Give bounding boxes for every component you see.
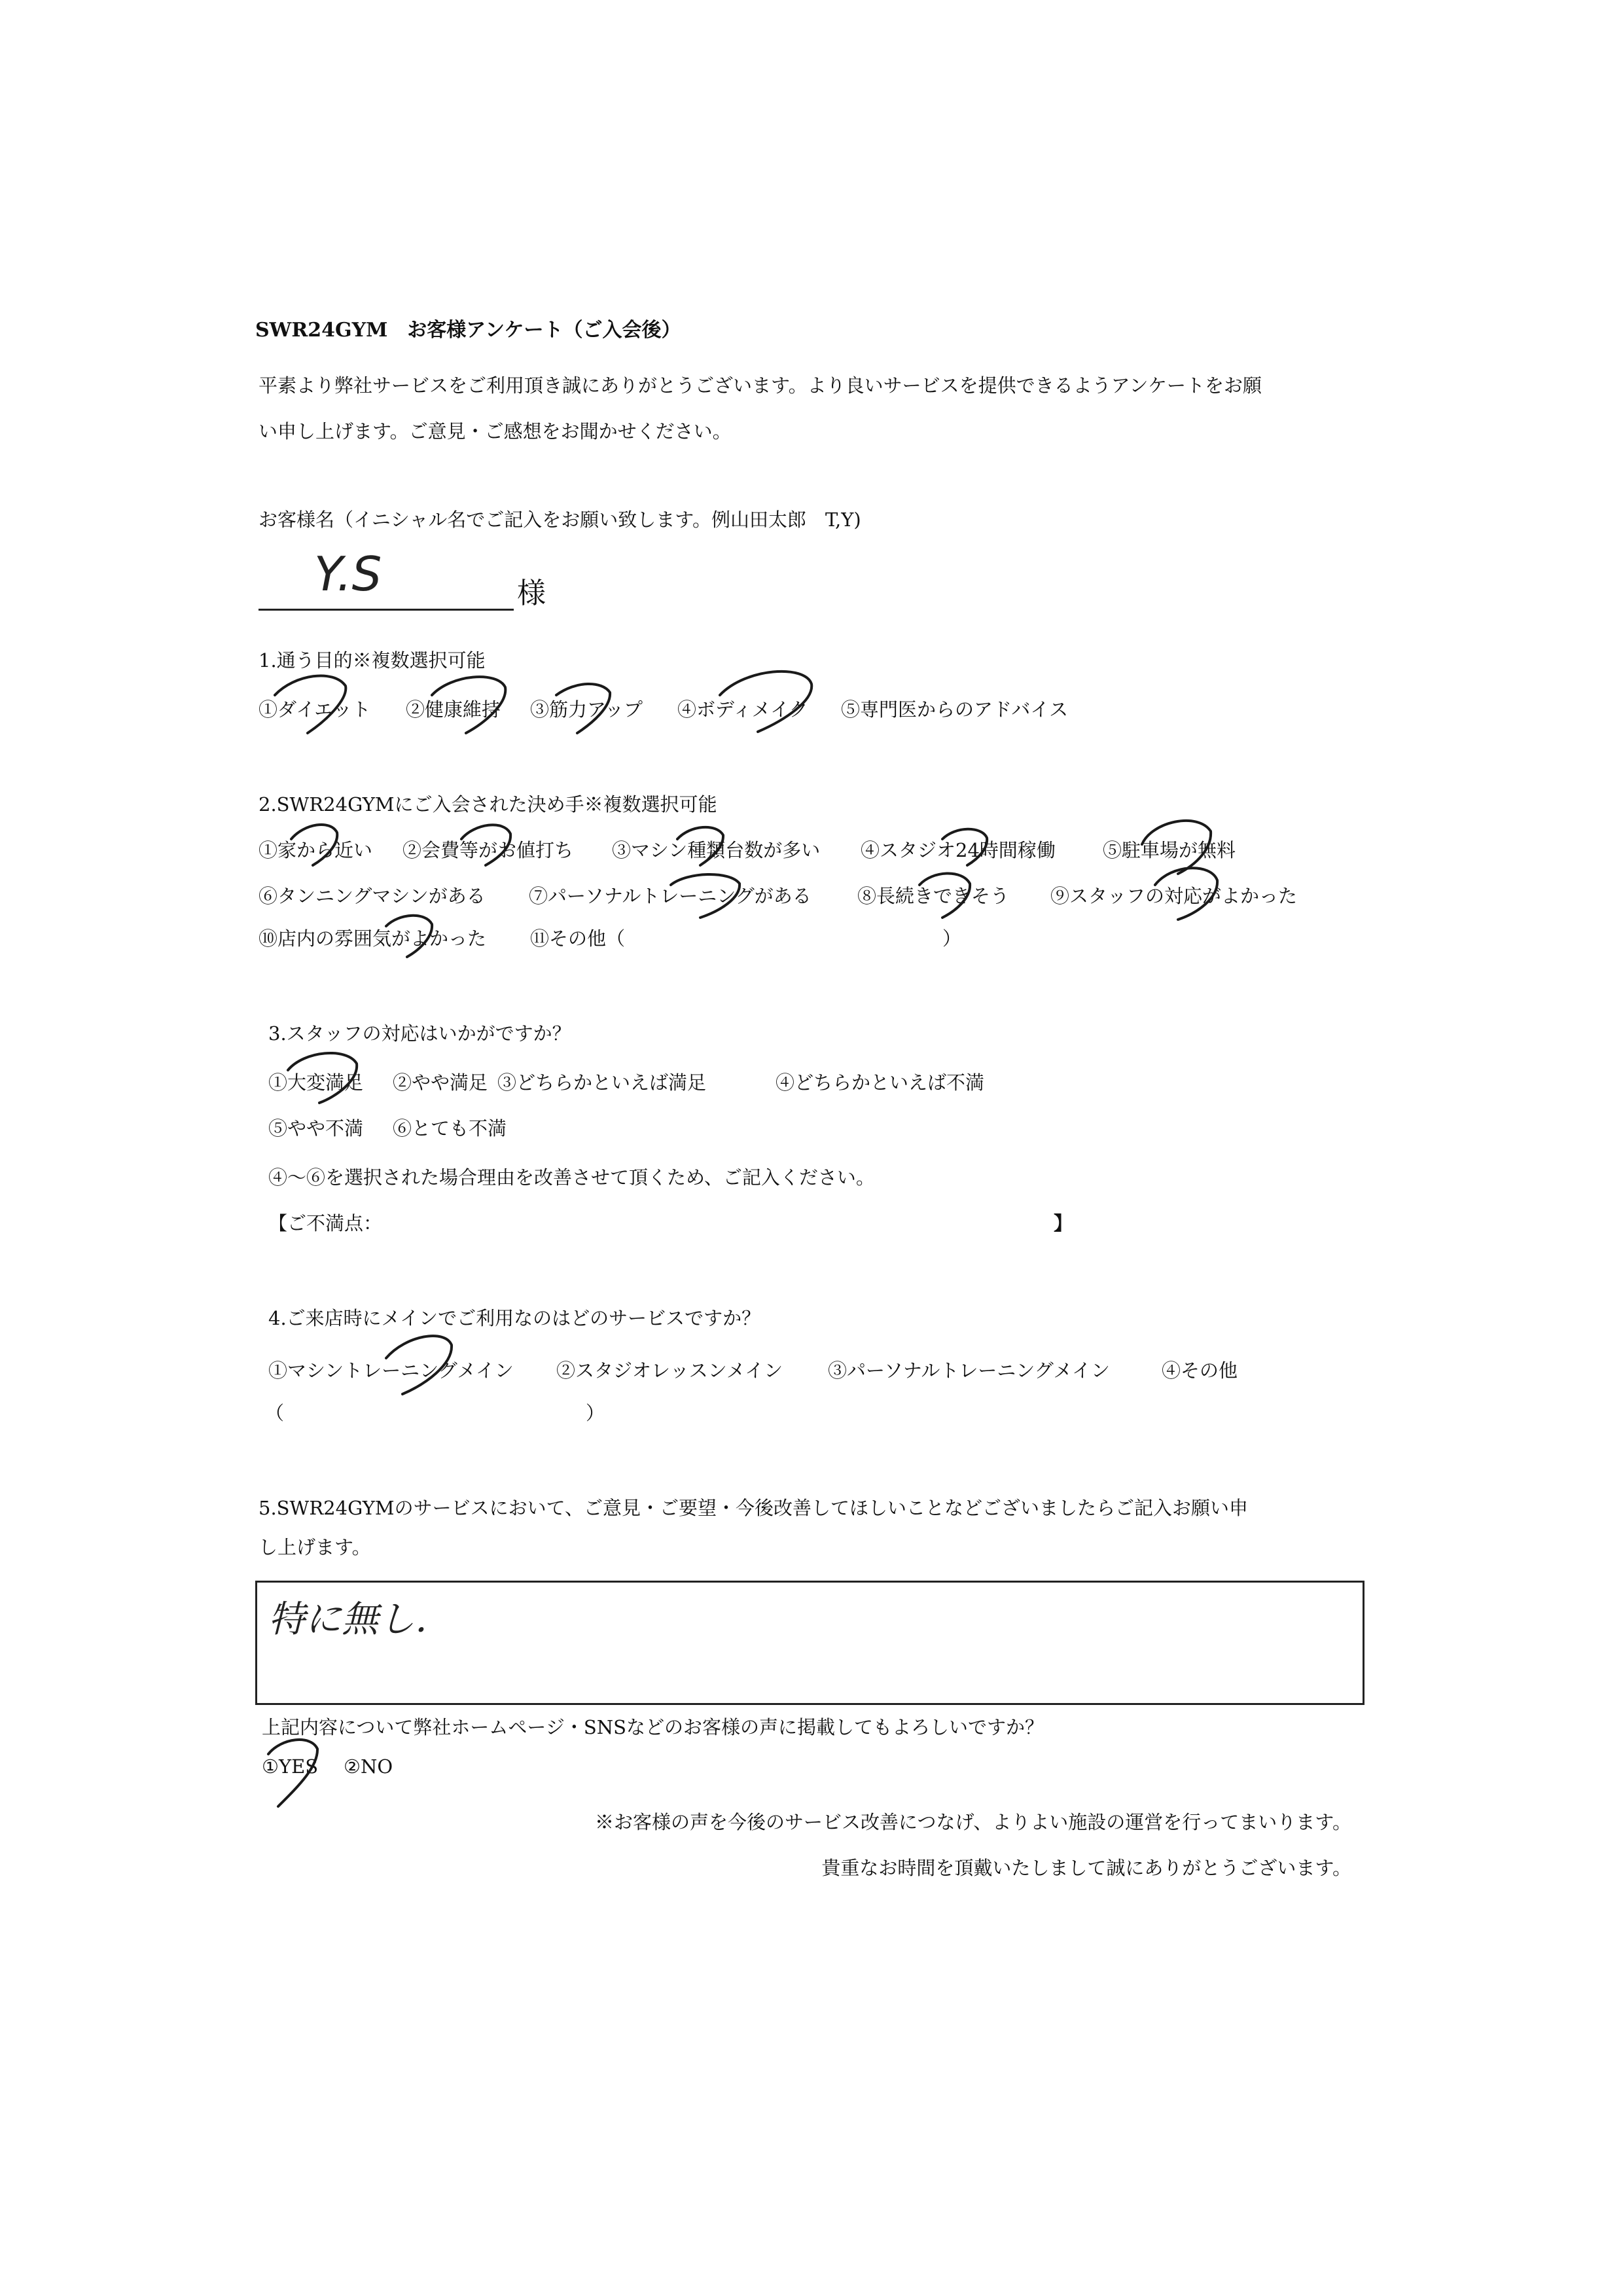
footer-note-1: ※お客様の声を今後のサービス改善につなげ、よりよい施設の運営を行ってまいります。 bbox=[595, 1811, 1351, 1833]
q3-option[interactable]: ③どちらかといえば満足 bbox=[497, 1071, 707, 1094]
q1-option[interactable]: ④ボディメイク bbox=[677, 698, 808, 721]
q5-answer: 特に無し． bbox=[268, 1598, 452, 1641]
q2-other-close: ） bbox=[942, 927, 962, 950]
consent-option-no[interactable]: ②NO bbox=[344, 1755, 393, 1778]
q3-option[interactable]: ②やや満足 bbox=[393, 1071, 488, 1094]
q4-question: 4.ご来店時にメインでご利用なのはどのサービスですか？ bbox=[268, 1307, 761, 1329]
q4-other-close: ） bbox=[586, 1402, 605, 1424]
survey-title: SWR24GYM お客様アンケート（ご入会後） bbox=[255, 319, 681, 342]
q2-option[interactable]: ④スタジオ24時間稼働 bbox=[861, 839, 1056, 861]
intro-line-1: 平素より弊社サービスをご利用頂き誠にありがとうございます。より良いサービスを提供できるようアンケートをお願 bbox=[259, 374, 1262, 397]
q5-question-line-1: 5.SWR24GYMのサービスにおいて、ご意見・ご要望・今後改善してほしいことなどございましたらご記入お願い申 bbox=[259, 1497, 1248, 1519]
customer-name-value[interactable]: Y.S bbox=[314, 547, 382, 601]
q3-option[interactable]: ①大変満足 bbox=[268, 1071, 364, 1094]
name-underline bbox=[259, 609, 514, 611]
q1-option[interactable]: ①ダイエット bbox=[259, 698, 371, 721]
q2-option[interactable]: ⑩店内の雰囲気がよかった bbox=[259, 927, 487, 950]
q1-question: 1.通う目的※複数選択可能 bbox=[259, 649, 486, 672]
q2-option[interactable]: ⑧長続きできそう bbox=[857, 885, 1010, 907]
q3-complaint-label: 【ご不満点： bbox=[268, 1212, 383, 1234]
q3-question: 3.スタッフの対応はいかがですか？ bbox=[268, 1022, 571, 1045]
customer-name-prompt: お客様名（イニシャル名でご記入をお願い致します。例山田太郎 T,Y) bbox=[259, 509, 861, 531]
q4-option[interactable]: ②スタジオレッスンメイン bbox=[556, 1359, 783, 1382]
q2-option[interactable]: ③マシン種類台数が多い bbox=[612, 839, 821, 861]
q2-option[interactable]: ⑦パーソナルトレーニングがある bbox=[529, 885, 812, 907]
q2-option[interactable]: ①家から近い bbox=[259, 839, 373, 861]
q3-complaint-close: 】 bbox=[1054, 1212, 1073, 1234]
q2-question: 2.SWR24GYMにご入会された決め手※複数選択可能 bbox=[259, 793, 717, 816]
consent-question: 上記内容について弊社ホームページ・SNSなどのお客様の声に掲載してもよろしいですか？ bbox=[262, 1716, 1044, 1738]
q3-option[interactable]: ⑥とても不満 bbox=[393, 1117, 507, 1139]
q5-question-line-2: し上げます。 bbox=[259, 1536, 371, 1558]
q4-option[interactable]: ④その他 bbox=[1162, 1359, 1238, 1382]
q2-option[interactable]: ⑨スタッフの対応がよかった bbox=[1050, 885, 1298, 907]
q3-option[interactable]: ④どちらかといえば不満 bbox=[776, 1071, 985, 1094]
footer-note-2: 貴重なお時間を頂戴いたしまして誠にありがとうございます。 bbox=[821, 1857, 1351, 1879]
consent-option-yes[interactable]: ①YES bbox=[262, 1755, 319, 1778]
q2-option[interactable]: ⑤駐車場が無料 bbox=[1103, 839, 1236, 861]
q1-option[interactable]: ⑤専門医からのアドバイス bbox=[841, 698, 1069, 721]
q2-option[interactable]: ⑥タンニングマシンがある bbox=[259, 885, 486, 907]
intro-line-2: い申し上げます。ご意見・ご感想をお聞かせください。 bbox=[259, 420, 732, 442]
q4-option[interactable]: ③パーソナルトレーニングメイン bbox=[828, 1359, 1110, 1382]
q1-option[interactable]: ③筋力アップ bbox=[530, 698, 643, 721]
q3-option[interactable]: ⑤やや不満 bbox=[268, 1117, 364, 1139]
customer-suffix: 様 bbox=[517, 577, 546, 610]
q4-option[interactable]: ①マシントレーニングメイン bbox=[268, 1359, 514, 1382]
q1-option[interactable]: ②健康維持 bbox=[406, 698, 501, 721]
q3-reason-text: ④～⑥を選択された場合理由を改善させて頂くため、ご記入ください。 bbox=[268, 1166, 875, 1189]
q2-option[interactable]: ②会費等がお値打ち bbox=[402, 839, 574, 861]
q4-other-open[interactable]: （ bbox=[265, 1402, 285, 1424]
q2-option-other[interactable]: ⑪その他（ bbox=[530, 927, 626, 950]
